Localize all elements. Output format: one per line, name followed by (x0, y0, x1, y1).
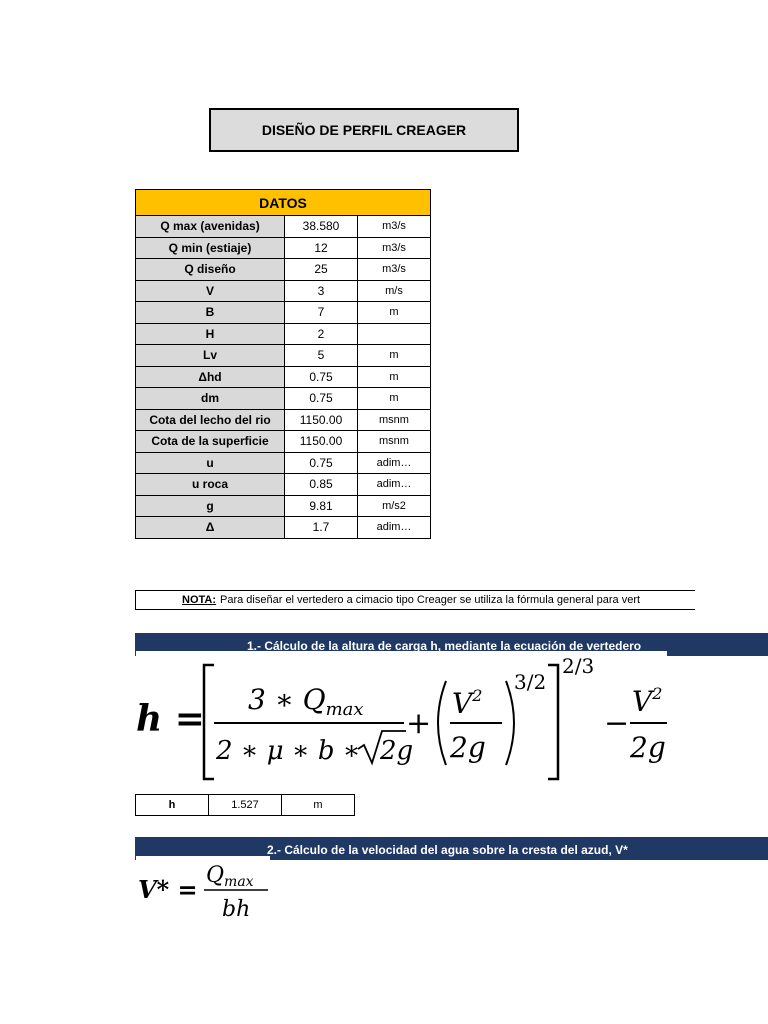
datos-row-label: g (136, 495, 285, 517)
datos-row-label: dm (136, 388, 285, 410)
datos-row (136, 431, 431, 453)
formula-v-num: Qmax (206, 863, 254, 890)
datos-row-value: 5 (285, 345, 358, 367)
datos-row-label: Δ (136, 517, 285, 539)
datos-row-unit: adim… (358, 474, 431, 496)
datos-row-value: 3 (285, 280, 358, 302)
formula-h-2g: 2g (450, 731, 486, 764)
datos-row (136, 280, 431, 302)
datos-row (136, 474, 431, 496)
datos-row-value: 0.85 (285, 474, 358, 496)
datos-row-value: 1.7 (285, 517, 358, 539)
section-2-heading: 2.- Cálculo de la velocidad del agua sobre la cresta del azud, V* (135, 837, 768, 860)
formula-h-plus: + (406, 706, 432, 741)
datos-row-value: 1150.00 (285, 431, 358, 453)
datos-row (136, 259, 431, 281)
datos-row-value: 9.81 (285, 495, 358, 517)
section-1-heading: 1.- Cálculo de la altura de carga h, mediante la ecuación de vertedero (135, 633, 768, 656)
datos-row-label: Q min (estiaje) (136, 237, 285, 259)
datos-row-value: 1150.00 (285, 409, 358, 431)
datos-row (136, 452, 431, 474)
datos-row-label: Δhd (136, 366, 285, 388)
datos-row-label: Cota del lecho del rio (136, 409, 285, 431)
datos-row (136, 388, 431, 410)
datos-row-unit: m (358, 388, 431, 410)
datos-row (136, 237, 431, 259)
formula-h-exp-inner: 3/2 (514, 670, 547, 694)
datos-table (135, 189, 431, 539)
nota-label: NOTA: (182, 594, 217, 606)
formula-h-v: $V^2$ (452, 686, 483, 720)
datos-row-label: u roca (136, 474, 285, 496)
datos-row-value: 38.580 (285, 216, 358, 238)
datos-row-unit: m3/s (358, 237, 431, 259)
datos-row-unit: m/s2 (358, 495, 431, 517)
datos-header: DATOS (136, 190, 431, 216)
datos-row-unit: m (358, 302, 431, 324)
datos-row-label: Cota de la superficie (136, 431, 285, 453)
datos-row-unit: adim… (358, 517, 431, 539)
formula-h-exp-outer: 2/3 (562, 654, 595, 678)
datos-row-unit: m3/s (358, 216, 431, 238)
formula-h-lhs: h = (136, 698, 205, 740)
datos-row-value: 2 (285, 323, 358, 345)
datos-row-value: 0.75 (285, 388, 358, 410)
datos-row-label: H (136, 323, 285, 345)
formula-h (136, 651, 667, 784)
datos-row (136, 323, 431, 345)
formula-h-minus: − (604, 706, 630, 741)
datos-row-label: V (136, 280, 285, 302)
formula-h-den: 2 ∗ μ ∗ b ∗ (216, 736, 361, 766)
formula-v-lhs: V* = (138, 875, 198, 904)
datos-row (136, 366, 431, 388)
datos-row-unit: msnm (358, 409, 431, 431)
nota-text: Para diseñar el vertedero a cimacio tipo Creager se utiliza la fórmula general para vert (220, 594, 641, 606)
datos-row (136, 517, 431, 539)
datos-row-label: Q max (avenidas) (136, 216, 285, 238)
datos-row-label: u (136, 452, 285, 474)
datos-row-value: 12 (285, 237, 358, 259)
datos-row (136, 495, 431, 517)
datos-row (136, 302, 431, 324)
datos-row-unit: msnm (358, 431, 431, 453)
datos-row-label: Lv (136, 345, 285, 367)
datos-row-value: 7 (285, 302, 358, 324)
datos-row-unit (358, 323, 431, 345)
datos-row-value: 0.75 (285, 452, 358, 474)
formula-v-star (136, 856, 270, 922)
h-result-value: 1.527 (209, 795, 282, 816)
formula-h-num: 3 ∗ $Q_{max}$ (248, 683, 364, 720)
datos-row-label: B (136, 302, 285, 324)
datos-row-value: 0.75 (285, 366, 358, 388)
page-title: DISEÑO DE PERFIL CREAGER (209, 108, 519, 152)
datos-row (136, 409, 431, 431)
nota-box (135, 590, 695, 610)
datos-row-value: 25 (285, 259, 358, 281)
formula-v-den: bh (222, 897, 251, 922)
datos-row-unit: m/s (358, 280, 431, 302)
datos-row (136, 216, 431, 238)
datos-row-unit: m (358, 366, 431, 388)
datos-row-label: Q diseño (136, 259, 285, 281)
formula-h-v-b: $V^2$ (632, 684, 663, 718)
datos-body (136, 216, 431, 539)
formula-h-den-sqrt: 2g (380, 736, 414, 766)
datos-row-unit: m (358, 345, 431, 367)
h-result-table (135, 794, 355, 816)
formula-h-2g-b: 2g (630, 731, 666, 764)
h-result-unit: m (282, 795, 355, 816)
datos-row (136, 345, 431, 367)
datos-row-unit: adim… (358, 452, 431, 474)
datos-row-unit: m3/s (358, 259, 431, 281)
h-result-label: h (136, 795, 209, 816)
